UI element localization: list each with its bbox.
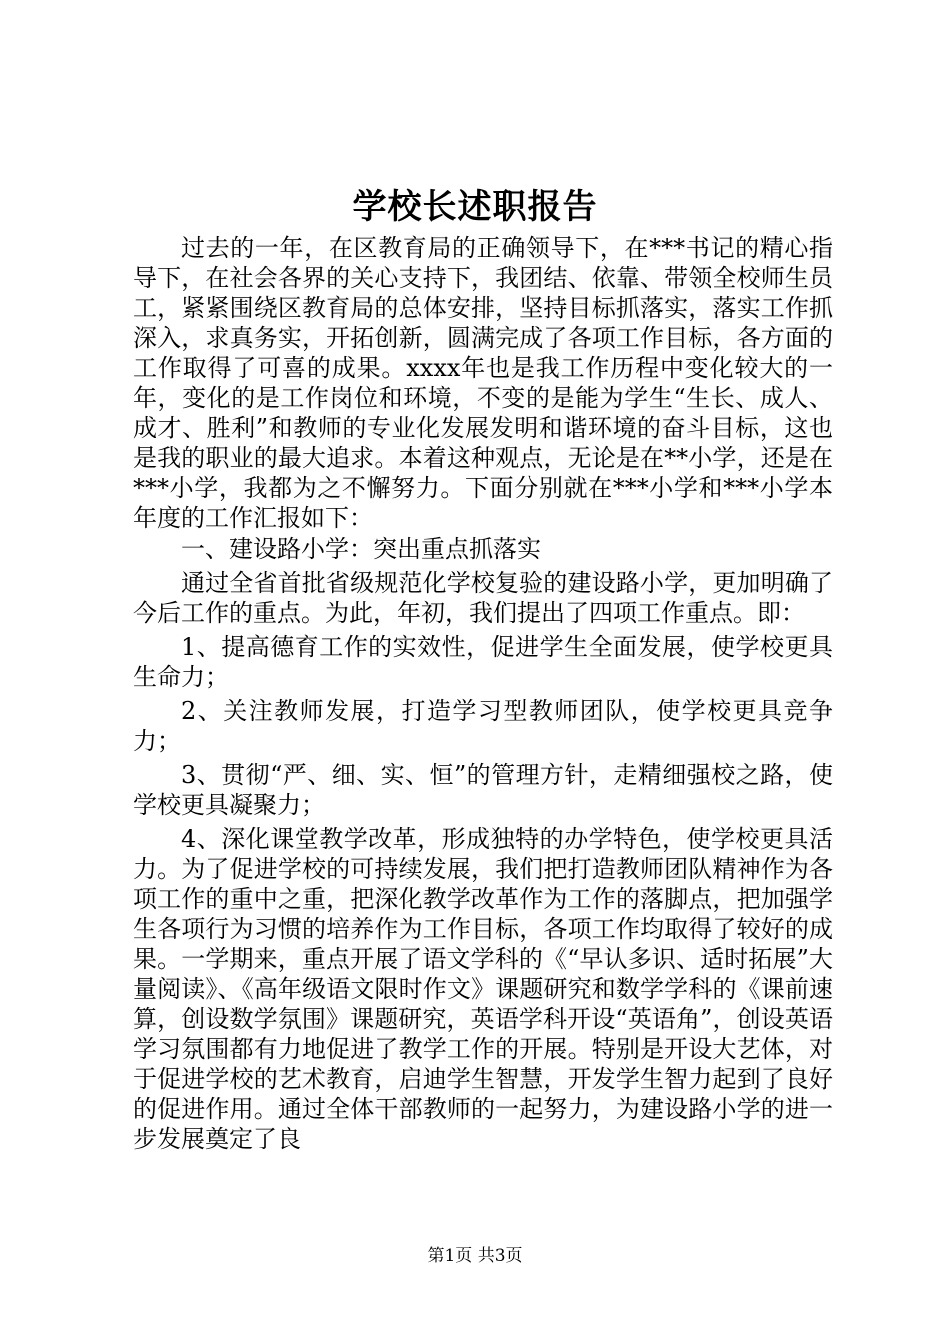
list-item: 2、关注教师发展，打造学习型教师团队，使学校更具竞争力； [133,697,833,755]
list-item: 3、贯彻“严、细、实、恒”的管理方针，走精细强校之路，使学校更具凝聚力； [133,761,833,819]
document-title: 学校长述职报告 [352,187,598,227]
list-item: 1、提高德育工作的实效性，促进学生全面发展，使学校更具生命力； [133,633,833,691]
paragraph-intro: 过去的一年，在区教育局的正确领导下，在***书记的精心指导下，在社会各界的关心支持下，我团结、依靠、带领全校师生员工，紧紧围绕区教育局的总体安排，坚持目标抓落实，落实工作抓深入，求真务实，开拓创新，圆满完成了各项工作目标，各方面的工作取得了可喜的成果。xxxx年也是我工作历程中变化较大的一年，变化的是工作岗位和环境，不变的是能为学生“生长、成人、成才、胜利”和教师的专业化发展发明和谐环境的奋斗目标，这也是我的职业的最大追求。本着这种观点，无论是在**小学，还是在***小学，我都为之不懈努力。下面分别就在***小学和***小学本年度的工作汇报如下： [133,234,833,532]
section-heading: 一、建设路小学：突出重点抓落实 [181,535,541,563]
list-item: 4、深化课堂教学改革，形成独特的办学特色，使学校更具活力。为了促进学校的可持续发展，我们把打造教师团队精神作为各项工作的重中之重，把深化教学改革作为工作的落脚点，把加强学生各项行为习惯的培养作为工作目标，各项工作均取得了较好的成果。一学期来，重点开展了语文学科的《“早认多识、适时拓展”大量阅读》、《高年级语文限时作文》课题研究和数学学科的《课前速算，创设数学氛围》课题研究，英语学科开设“英语角”，创设英语学习氛围都有力地促进了教学工作的开展。特别是开设大艺体，对于促进学校的艺术教育，启迪学生智慧，开发学生智力起到了良好的促进作用。通过全体干部教师的一起努力，为建设路小学的进一步发展奠定了良 [133,825,833,1153]
page-number-footer: 第1页 共3页 [427,1246,523,1266]
paragraph: 通过全省首批省级规范化学校复验的建设路小学，更加明确了今后工作的重点。为此，年初，我们提出了四项工作重点。即： [133,569,833,627]
document-body [133,233,833,1154]
